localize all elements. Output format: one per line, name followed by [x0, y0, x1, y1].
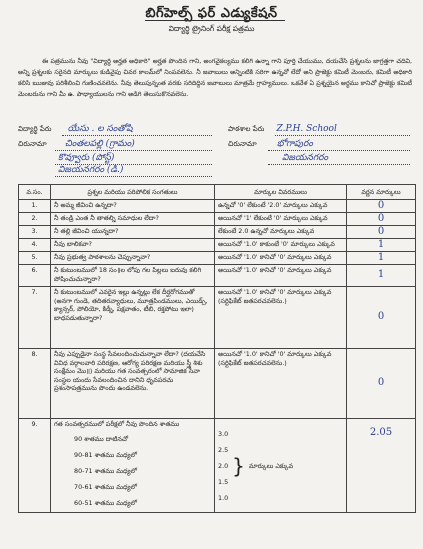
table-row — [19, 265, 416, 287]
row-score-cell[interactable] — [347, 265, 416, 287]
row-marks-rule: అయినచో '1.0' కానిచో '0' మార్కులు ఎక్కువ — [215, 252, 347, 265]
address2-label: చిరునామా — [228, 140, 257, 148]
row-score: 0 — [377, 311, 385, 323]
row-number: 4. — [19, 239, 51, 252]
address-line-1 — [55, 150, 212, 151]
table-row — [19, 239, 416, 252]
row-marks-rule: అయినచో '1.0' కాకుంటే '0' మార్కులు ఎక్కువ — [215, 239, 347, 252]
row-number: 1. — [19, 200, 51, 213]
table-row — [19, 419, 416, 513]
school-label: పాఠశాల పేరు — [228, 125, 265, 133]
instructions-paragraph: ఈ పత్రమును నీవు "విద్యార్థి అర్హత అధికారి" అర్హత పొందిన గాని, అంగవైకల్యము కలిగి ఉన్నా గాని పూర్తి చేయుము, దయచేసి ప్రశ్నలను జాగ్రత్తగా చదివి, అన్ని ప్రశ్నలకు సరైనది మార్కులు కుడివైపు చివర కాలమ్‌లో నింపవలెను. నీ జవాబులు అన్నింటికి సరిగా ఉన్నవో లేదో అని ప్రాజెక్టు కమిటీ మెంబరు, కమిటీ అధికారి కలిసి ఋజువు పరిశీలించి గుణించవలెను. నీవు తెలుపున్నంత వరకు సరిదిద్దిన జవాబులు మాత్రమే గ్రాహ్యములు. ఒకవేళ ఏ ప్రశ్నయైన అర్థము కానిచో ప్రాజెక్టు కమిటీ మెంబరును గాని మీ ఉ. పాధ్యాయులను గాని అడిగి తెలుసుకొనవలెను. — [18, 58, 412, 98]
row-score-cell[interactable] — [347, 239, 416, 252]
grade-item: 70-61 శాతము మధ్యలో — [74, 482, 137, 491]
school-row — [228, 124, 337, 135]
grade-item: 90 శాతము దాటినచో — [74, 434, 128, 443]
row-number: 9. — [19, 419, 51, 513]
school-line — [275, 135, 410, 136]
grade-item: 90-81 శాతము మధ్యలో — [74, 450, 137, 459]
title-underline — [145, 20, 285, 21]
row-question: నీవు ఎప్పుడైనా సంస్థ సేవలందించుచున్నావా లేదా? (దయచేసి వివిధ వర్గాలవారి పరిరక్షణ, ఆరోగ్య పరిరక్షణ మరియు స్త్రీ శిశు సంక్షేమం మొ॥) మరియు గత సంవత్సరంలో సామాజిక సేవా సంస్థల యందు సేవలందించిన దానిని ధృవపరచు ప్రశంసాపత్రమును పొందు ఉండవలెను. — [51, 349, 215, 419]
row-number: 3. — [19, 226, 51, 239]
address2-value-2[interactable]: విజయనగరం — [282, 153, 329, 163]
col-header-number: వ.సం. — [19, 185, 51, 200]
table-row — [19, 213, 416, 226]
scale-wrap — [218, 426, 343, 506]
row-score-cell[interactable] — [347, 200, 416, 213]
instructions — [18, 56, 412, 100]
row-question: నీ కుటుంబములో ఎవరైన ఇల్లు ఉన్నట్లు లేక దీర్ఘరోగముతో (అనగా గుండె, తదితరవ్యాధులు, మూత్రపిండములు, ఎయిడ్స్, క్యాన్సర్, పోలియో, కిడ్నీ, పక్షవాతం, టీబి, రక్తపోటు ఇలా) బాధపడుతున్నారా? — [51, 287, 215, 349]
page-title: బిగ్‌హెల్ప్ ఫర్ ఎడ్యుకేషన్ — [145, 6, 278, 21]
address2-value-1[interactable]: భోగాపురం — [276, 139, 313, 149]
grade-item: 60-51 శాతము మధ్యలో — [74, 498, 137, 507]
row-marks-rule: అయినచో '1.0' కానిచో '0' మార్కులు ఎక్కువ — [215, 265, 347, 287]
table-row — [19, 200, 416, 213]
row-score: 0 — [377, 212, 385, 224]
student-name-line — [62, 135, 212, 136]
row-score-cell[interactable] — [347, 287, 416, 349]
row-number: 7. — [19, 287, 51, 349]
row-question: నీ తల్లి జీవించి యున్నదా? — [51, 226, 215, 239]
row-number: 6. — [19, 265, 51, 287]
page-subtitle: విద్యార్థి ట్రైనింగ్ పరీక్ష పత్రము — [168, 24, 255, 33]
row-score-cell[interactable] — [347, 252, 416, 265]
student-name-value[interactable]: యేసు . ల సంతోషి — [67, 124, 133, 134]
row-marks-rule: లేకుంటే 2.0 ఉన్నచో మార్కులు ఎక్కువ — [215, 226, 347, 239]
address-label: చిరునామా — [18, 140, 47, 148]
scale-item: 1.0 — [218, 494, 229, 502]
row-score: 0 — [377, 225, 385, 237]
scale-label: మార్కులు ఎక్కువ — [248, 461, 294, 470]
scale-item: 2.0 — [218, 462, 229, 470]
row-score-cell[interactable] — [347, 226, 416, 239]
row-marks-rule: ఉన్నచో '0' లేకుంటే '2.0' మార్కులు ఎక్కువ — [215, 200, 347, 213]
row-question: నీ కుటుంబములో 18 సం॥ల లోపు గల పిల్లలు బరువు కలిగి పోషించుచున్నారా? — [51, 265, 215, 287]
row-score-cell[interactable] — [347, 419, 416, 513]
address2-line-1 — [268, 150, 410, 151]
row-question: గత సంవత్సరములో పరీక్షలో నీవు పొందిన శాతము — [54, 420, 180, 428]
scale-item: 2.5 — [218, 446, 229, 454]
student-name-label: విద్యార్థి పేరు — [18, 125, 52, 133]
address-value-1[interactable]: చింతలపల్లి (గ్రామం) — [64, 139, 135, 149]
row-marks-rule: అయినచో '1.0' కానిచో '0' మార్కులు ఎక్కువ (సర్టిఫికేట్ జతపరచవలెను.) — [215, 349, 347, 419]
table-row — [19, 226, 416, 239]
row-score: 1 — [377, 251, 385, 263]
row-marks-rule: అయినచో '1' లేకుంటే '0' మార్కులు ఎక్కువ — [215, 213, 347, 226]
table-row — [19, 349, 416, 419]
row-question: నీ తండ్రి ఎంత నీ తాతల్ని సమాధుల లేదా? — [51, 213, 215, 226]
col-header-score: వర్ణన మార్కులు — [347, 185, 416, 200]
address-value-3[interactable]: విజయనగరం (డి.) — [58, 165, 124, 175]
row-score: 1 — [377, 238, 385, 250]
row-question: నీ అమ్మ జీవించి ఉన్నదా? — [51, 200, 215, 213]
address2-line-2 — [268, 164, 410, 165]
row-number: 2. — [19, 213, 51, 226]
grade-item: 80-71 శాతము మధ్యలో — [74, 466, 137, 475]
scale-item: 1.5 — [218, 478, 229, 486]
row-score: 1 — [377, 269, 385, 281]
row-question: నీవు బాలికవా? — [51, 239, 215, 252]
scale-list — [218, 426, 228, 506]
row-question: నీవు ప్రభుత్వ పాఠశాలను చెప్పున్నావా? — [51, 252, 215, 265]
table-row — [19, 252, 416, 265]
row-score-cell[interactable] — [347, 349, 416, 419]
row-score: 2.05 — [369, 427, 393, 438]
row-score-cell[interactable] — [347, 213, 416, 226]
marks-table — [18, 184, 416, 513]
col-header-question: ప్రశ్నల మరియు పరిపోలిక సంగతులు — [51, 185, 215, 200]
address-value-2[interactable]: కొవ్వూరు (పోస్ట్) — [58, 153, 115, 163]
row-number: 8. — [19, 349, 51, 419]
table-row — [19, 287, 416, 349]
table-header-row — [19, 185, 416, 200]
school-value[interactable]: Z.P.H. School — [276, 124, 337, 134]
row-question-grades — [51, 419, 215, 513]
row-marks-scale — [215, 419, 347, 513]
row-score: 0 — [377, 199, 385, 211]
scale-item: 3.0 — [218, 430, 229, 438]
row-score: 0 — [377, 377, 385, 389]
address-line-3 — [55, 176, 212, 177]
scale-brace: } — [232, 454, 245, 478]
row-marks-rule: అయినచో '1.0' కానిచో '0' మార్కులు ఎక్కువ (సర్టిఫికేట్ జతపరచవలెను.) — [215, 287, 347, 349]
grade-list — [54, 431, 211, 511]
col-header-marks-details: మార్కుల వివరములు — [215, 185, 347, 200]
row-number: 5. — [19, 252, 51, 265]
